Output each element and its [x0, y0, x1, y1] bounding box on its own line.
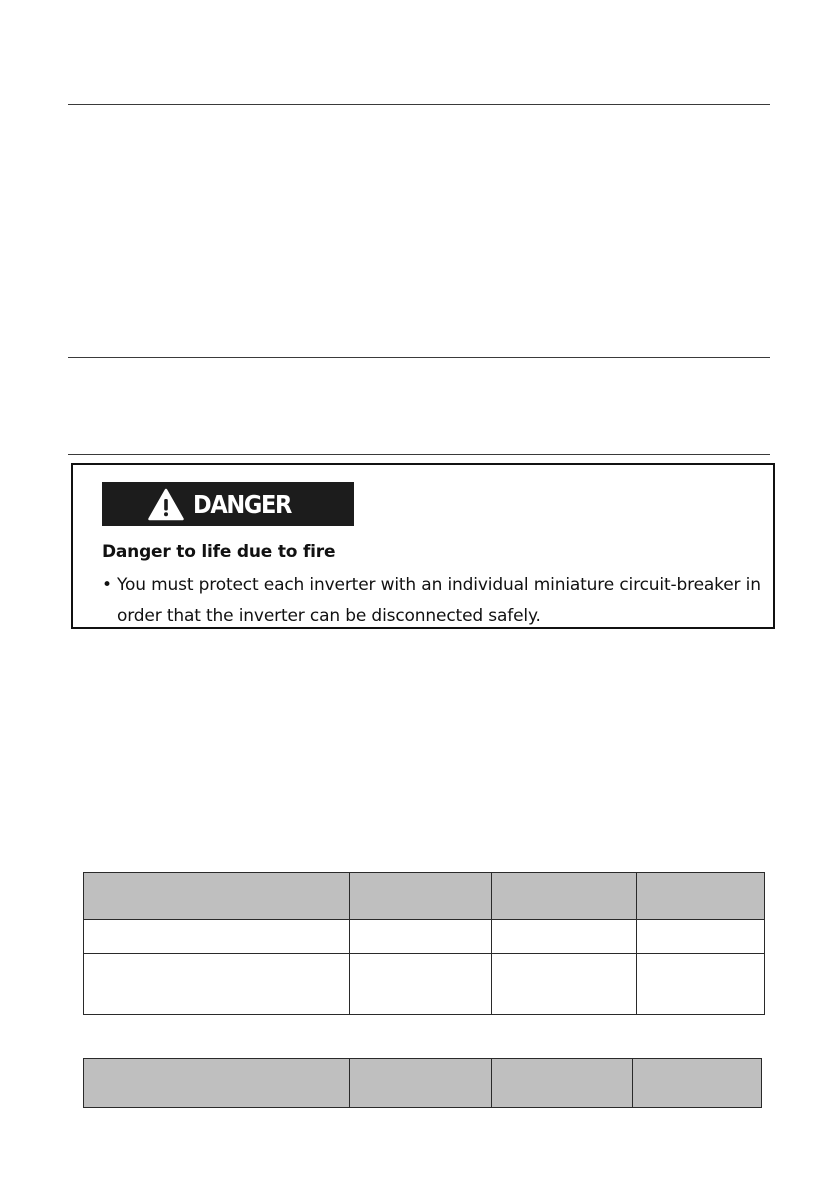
table-cell [492, 920, 637, 954]
warning-triangle-icon [148, 488, 184, 521]
table-cell [84, 954, 350, 1015]
bullet-mark: • [102, 575, 112, 595]
danger-label: DANGER [193, 489, 291, 519]
table-header-cell [84, 1059, 350, 1108]
spec-table-2 [83, 1058, 762, 1108]
top-divider [68, 104, 770, 105]
table-row [84, 954, 765, 1015]
danger-notice-box [71, 463, 775, 629]
table-header-cell [633, 1059, 762, 1108]
table-header-cell [492, 1059, 633, 1108]
table-header-cell [637, 873, 765, 920]
middle-divider [68, 357, 770, 358]
table-row [84, 920, 765, 954]
table-cell [637, 954, 765, 1015]
danger-bullet-text: You must protect each inverter with an individual miniature circuit-breaker in order that the inverter can be disconnected safely. [117, 575, 761, 626]
danger-banner [102, 482, 354, 526]
table-cell [637, 920, 765, 954]
table-cell [350, 954, 492, 1015]
table-cell [492, 954, 637, 1015]
table-header-cell [350, 873, 492, 920]
danger-bullet-item [102, 570, 777, 632]
danger-heading: Danger to life due to fire [102, 542, 336, 562]
spec-table-1 [83, 872, 765, 1015]
table-cell [350, 920, 492, 954]
table-header-cell [350, 1059, 492, 1108]
table-cell [84, 920, 350, 954]
section-divider [68, 454, 770, 455]
table-header-row [84, 1059, 762, 1108]
table-header-cell [84, 873, 350, 920]
table-header-row [84, 873, 765, 920]
table-header-cell [492, 873, 637, 920]
